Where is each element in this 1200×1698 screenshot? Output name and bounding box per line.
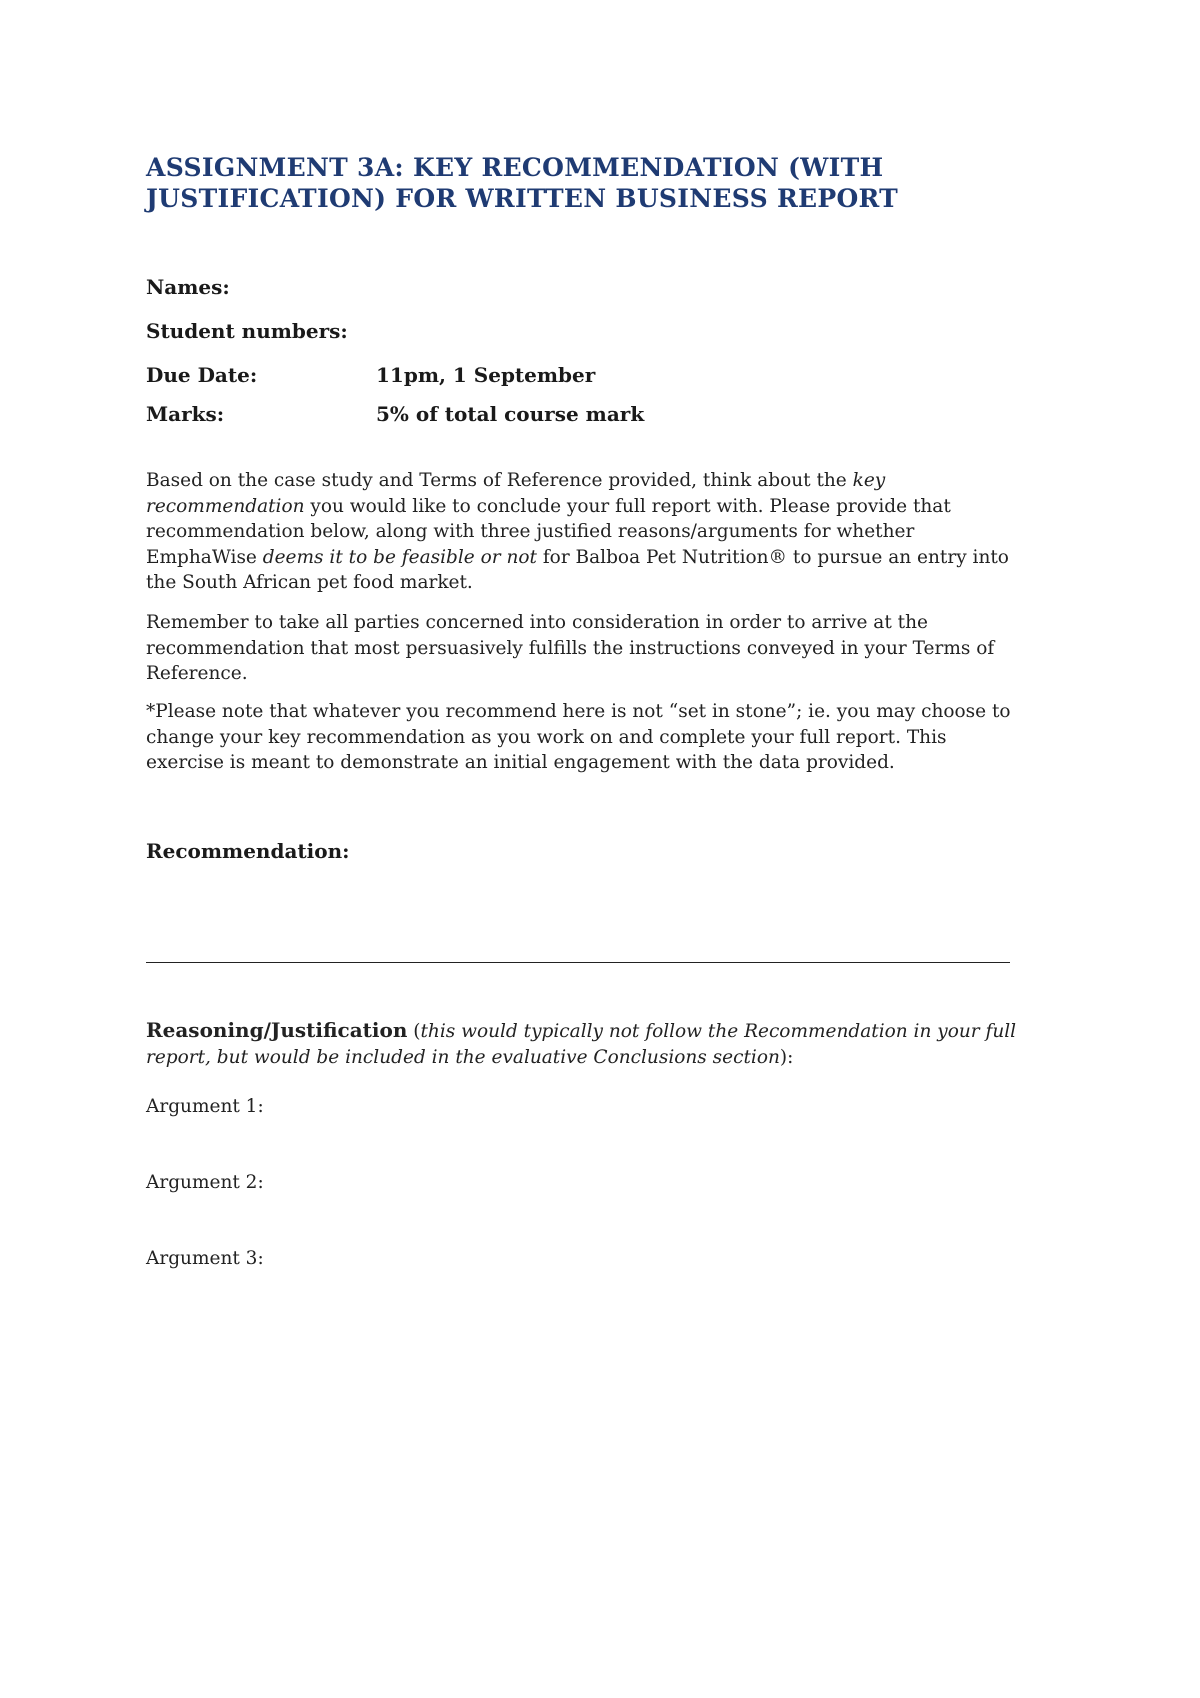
recommendation-label: Recommendation:	[146, 839, 350, 863]
instructions-text-1: Based on the case study and Terms of Reference provided, think about the	[146, 470, 853, 491]
instructions-paragraph	[146, 468, 1026, 596]
instructions-emphasis-2: deems it to be feasible or not	[262, 546, 537, 568]
instructions-emphasis-1: key recommendation	[146, 470, 886, 517]
student-numbers-label: Student numbers:	[146, 319, 348, 343]
reasoning-paren-close: ):	[779, 1047, 794, 1068]
reasoning-note: this would typically not follow the Recommendation in your full report, but would be included in the evaluative Conclusions section	[146, 1021, 1017, 1068]
instructions-text-3: for Balboa Pet Nutrition® to pursue an entry into the South African pet food market.	[146, 546, 1009, 593]
argument-2-label: Argument 2:	[146, 1172, 264, 1193]
due-date-value: 11pm, 1 September	[376, 363, 596, 387]
reasoning-label: Reasoning/Justification	[146, 1018, 408, 1042]
assignment-title: ASSIGNMENT 3A: KEY RECOMMENDATION (WITH JUSTIFICATION) FOR WRITTEN BUSINESS REPORT	[146, 153, 899, 213]
argument-1-label: Argument 1:	[146, 1096, 264, 1117]
marks-value: 5% of total course mark	[376, 402, 645, 426]
reminder-paragraph: Remember to take all parties concerned into consideration in order to arrive at the recommendation that most persuasively fulfills the instructions conveyed in your Terms of Reference.	[146, 612, 995, 684]
note-paragraph: *Please note that whatever you recommend here is not “set in stone”; ie. you may choose to change your key recommendation as you work on and complete your full report. This exercise is meant to demonstrate an initial engagement with the data provided.	[146, 701, 1011, 773]
instructions-text-2: you would like to conclude your full report with. Please provide that recommendation below, along with three justified reasons/arguments for whether EmphaWise	[146, 495, 951, 568]
names-label: Names:	[146, 275, 230, 299]
reasoning-paragraph	[146, 1017, 1026, 1071]
due-date-label: Due Date:	[146, 363, 258, 387]
reasoning-paren-open: (	[407, 1021, 421, 1042]
argument-3-label: Argument 3:	[146, 1248, 264, 1269]
recommendation-answer-line	[146, 962, 1010, 963]
marks-label: Marks:	[146, 402, 225, 426]
